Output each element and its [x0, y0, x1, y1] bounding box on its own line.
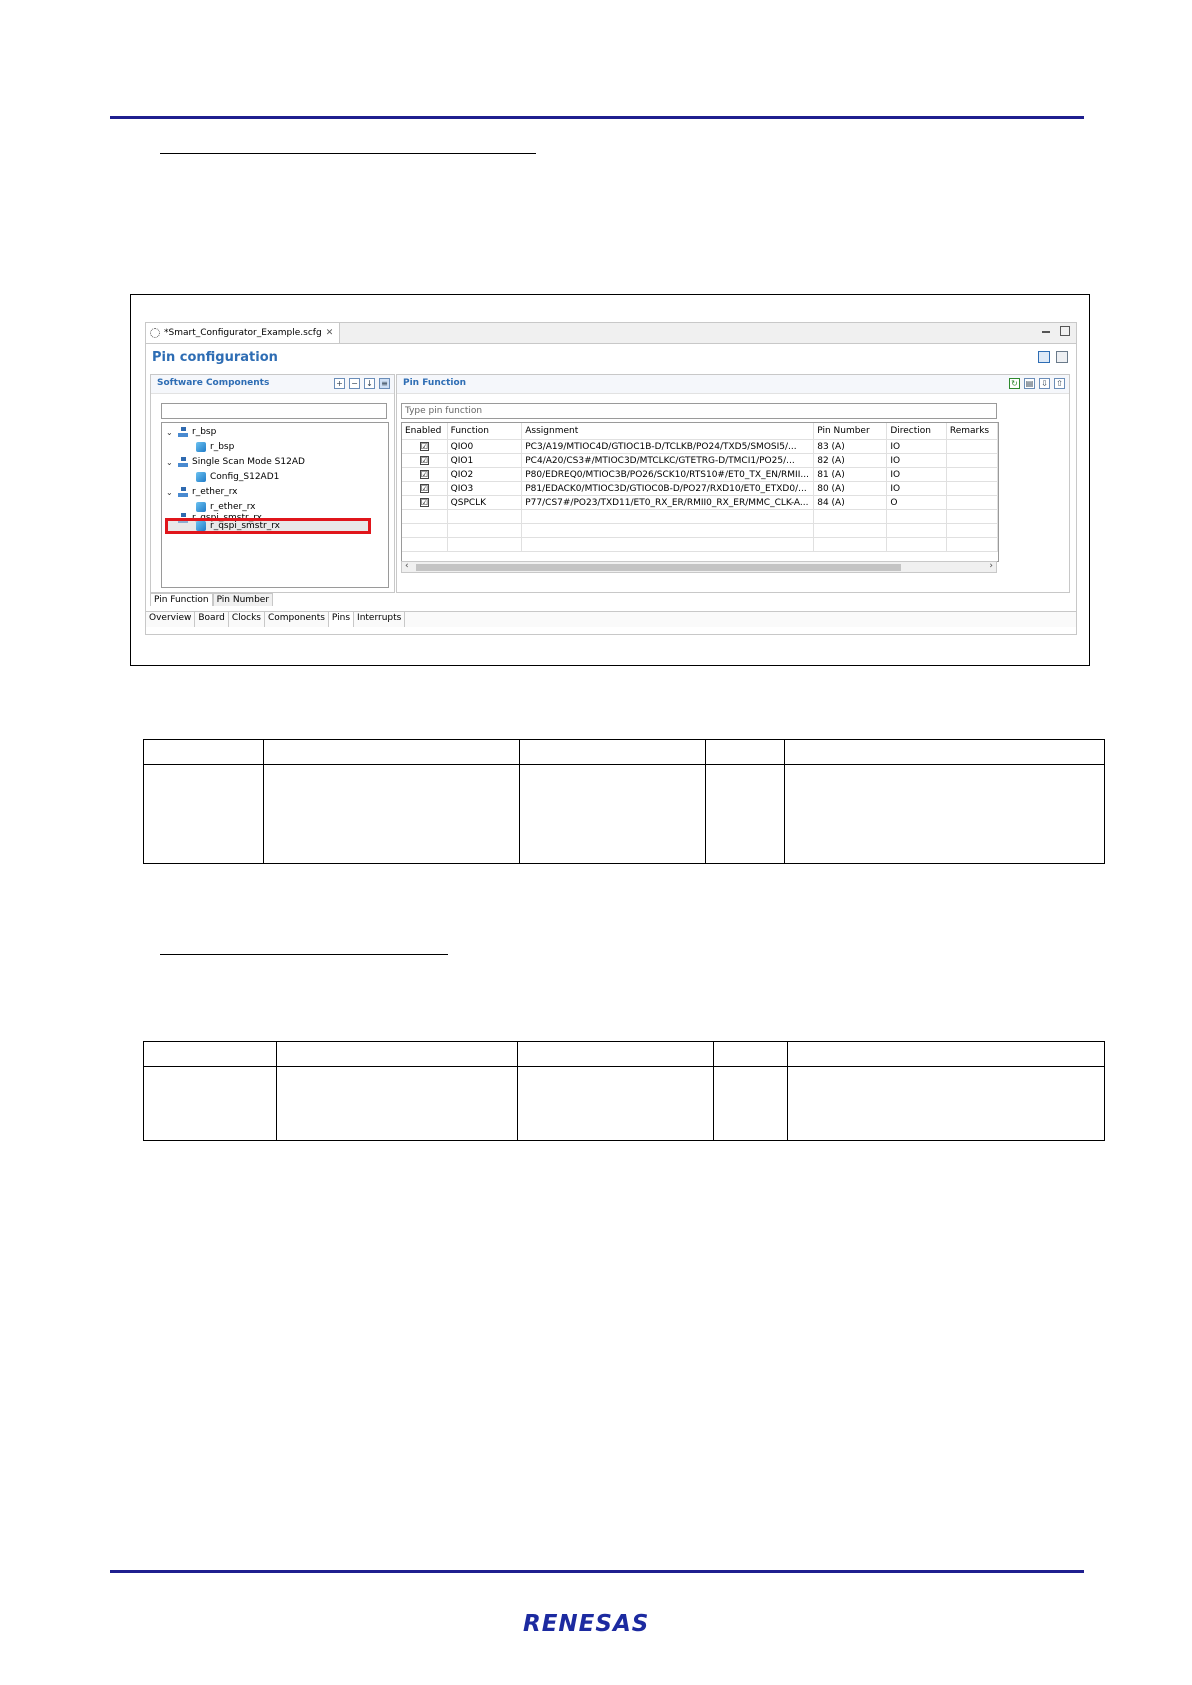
tab-overview[interactable]: Overview	[146, 612, 195, 627]
direction-cell: IO	[887, 454, 947, 468]
tree-child-label: r_bsp	[210, 442, 235, 452]
tree-child-config-s12ad1[interactable]	[196, 470, 279, 484]
column-header[interactable]: Remarks	[946, 423, 997, 440]
window-buttons	[1042, 326, 1070, 336]
remarks-cell	[946, 454, 997, 468]
tree-child-label: r_qspi_smstr_rx	[210, 521, 280, 531]
table-header-row	[402, 423, 998, 440]
config-icon	[196, 472, 206, 482]
assignment-cell[interactable]: PC4/A20/CS3#/MTIOC3D/MTCLKC/GTETRG-D/TMCI1/PO25/...	[522, 454, 814, 468]
table-row[interactable]	[402, 440, 998, 454]
header-rule	[110, 116, 1084, 119]
section-heading-underline-1	[160, 153, 536, 154]
tree-node-label: r_ether_rx	[192, 487, 238, 497]
minimize-button[interactable]	[1042, 331, 1050, 333]
tab-pin-number[interactable]: Pin Number	[213, 593, 273, 606]
function-cell: QIO2	[447, 468, 522, 482]
table-row[interactable]	[402, 454, 998, 468]
pin-number-cell: 80 (A)	[814, 482, 887, 496]
remarks-cell	[946, 496, 997, 510]
column-header[interactable]: Assignment	[522, 423, 814, 440]
direction-cell: IO	[887, 440, 947, 454]
export-icon[interactable]	[1056, 351, 1068, 363]
document-table-1	[143, 739, 1105, 864]
assignment-cell[interactable]: PC3/A19/MTIOC4D/GTIOC1B-D/TCLKB/PO24/TXD5/SMOSI5/...	[522, 440, 814, 454]
enabled-checkbox[interactable]: ☑	[420, 455, 428, 465]
tab-interrupts[interactable]: Interrupts	[354, 612, 405, 627]
refresh-icon[interactable]: ↻	[1009, 378, 1020, 389]
column-header[interactable]: Direction	[887, 423, 947, 440]
page-title: Pin configuration	[152, 350, 278, 365]
remarks-cell	[946, 468, 997, 482]
save-icon[interactable]: ▤	[1025, 379, 1034, 388]
import-icon[interactable]: ⇩	[1039, 378, 1050, 389]
pin-function-pane	[396, 374, 1070, 593]
tab-pin-function[interactable]: Pin Function	[150, 593, 213, 606]
pin-number-cell: 81 (A)	[814, 468, 887, 482]
remarks-cell	[946, 440, 997, 454]
pin-number-cell: 84 (A)	[814, 496, 887, 510]
assignment-cell[interactable]: P81/EDACK0/MTIOC3D/GTIOC0B-D/PO27/RXD10/ET0_ETXD0/...	[522, 482, 814, 496]
maximize-button[interactable]	[1060, 326, 1070, 336]
close-icon[interactable]: ✕	[325, 328, 334, 338]
pin-function-title: Pin Function	[403, 378, 467, 388]
tab-clocks[interactable]: Clocks	[229, 612, 265, 627]
tree-node-s12ad[interactable]	[166, 455, 305, 469]
page-title-toolbar	[1038, 351, 1068, 363]
tree-child-label: Config_S12AD1	[210, 472, 280, 482]
table-row	[402, 510, 998, 524]
pin-function-table	[401, 422, 999, 562]
footer-rule	[110, 1570, 1084, 1573]
export-icon[interactable]: ⇧	[1054, 378, 1065, 389]
section-heading-underline-2	[160, 954, 448, 955]
remarks-cell	[946, 482, 997, 496]
view-tab-bar	[150, 593, 273, 606]
component-tree	[161, 422, 389, 588]
column-header[interactable]: Function	[447, 423, 522, 440]
column-header[interactable]: Enabled	[402, 423, 447, 440]
chevron-down-icon[interactable]: ⌄	[166, 457, 173, 467]
direction-cell: IO	[887, 482, 947, 496]
tree-node-r-bsp[interactable]	[166, 425, 216, 439]
expand-all-icon[interactable]: +	[334, 378, 345, 389]
figure-screenshot	[130, 294, 1090, 666]
chevron-down-icon[interactable]: ⌄	[166, 487, 173, 497]
component-icon	[178, 487, 188, 497]
scrollbar-thumb[interactable]	[416, 564, 901, 571]
smart-configurator-window	[145, 322, 1077, 635]
file-tab[interactable]	[146, 323, 340, 343]
direction-cell: IO	[887, 468, 947, 482]
editor-tab-strip	[146, 323, 1076, 344]
tree-child-label: r_ether_rx	[210, 502, 256, 512]
software-components-title: Software Components	[157, 378, 270, 388]
function-cell: QSPCLK	[447, 496, 522, 510]
pin-function-filter-input[interactable]: Type pin function	[401, 403, 997, 419]
editor-page-tab-bar	[146, 611, 1076, 627]
direction-cell: O	[887, 496, 947, 510]
tree-child-r-qspi-smstr-rx[interactable]	[196, 519, 280, 533]
pin-function-header	[397, 375, 1069, 394]
renesas-logo: RENESAS	[523, 1611, 650, 1637]
table-row[interactable]	[402, 468, 998, 482]
table-row	[402, 538, 998, 552]
software-components-header	[151, 375, 394, 394]
column-header[interactable]: Pin Number	[814, 423, 887, 440]
config-icon	[196, 521, 206, 531]
file-tab-label: *Smart_Configurator_Example.scfg	[164, 328, 322, 338]
scroll-left-icon[interactable]: ‹	[405, 561, 409, 571]
assignment-cell[interactable]: P80/EDREQ0/MTIOC3B/PO26/SCK10/RTS10#/ET0_TX_EN/RMII...	[522, 468, 814, 482]
tab-components[interactable]: Components	[265, 612, 329, 627]
pin-number-cell: 83 (A)	[814, 440, 887, 454]
function-cell: QIO3	[447, 482, 522, 496]
component-filter-input[interactable]	[161, 403, 387, 419]
enabled-checkbox[interactable]: ☑	[420, 497, 428, 507]
enabled-checkbox[interactable]: ☑	[420, 441, 428, 451]
pin-function-toolbar	[1009, 378, 1065, 389]
collapse-all-icon[interactable]: −	[349, 378, 360, 389]
chevron-down-icon[interactable]: ⌄	[166, 427, 173, 437]
enabled-checkbox[interactable]: ☑	[420, 469, 428, 479]
tab-pins[interactable]: Pins	[329, 612, 354, 627]
table-row[interactable]	[402, 482, 998, 496]
tree-node-label: Single Scan Mode S12AD	[192, 457, 305, 467]
component-icon	[178, 457, 188, 467]
horizontal-scrollbar[interactable]	[401, 561, 997, 573]
software-components-toolbar	[334, 378, 390, 389]
generate-report-icon[interactable]	[1038, 351, 1050, 363]
component-icon	[178, 427, 188, 437]
gear-icon	[150, 328, 160, 338]
enabled-checkbox[interactable]: ☑	[420, 483, 428, 493]
assignment-cell[interactable]: P77/CS7#/PO23/TXD11/ET0_RX_ER/RMII0_RX_ER/MMC_CLK-A...	[522, 496, 814, 510]
tree-node-label: r_bsp	[192, 427, 217, 437]
tree-child-r-bsp[interactable]	[196, 440, 234, 454]
function-cell: QIO0	[447, 440, 522, 454]
table-row	[402, 524, 998, 538]
tab-board[interactable]: Board	[195, 612, 228, 627]
scroll-right-icon[interactable]: ›	[989, 561, 993, 571]
sort-az-icon[interactable]: ↓	[364, 378, 375, 389]
tree-node-r-ether-rx[interactable]	[166, 485, 238, 499]
pin-number-cell: 82 (A)	[814, 454, 887, 468]
table-row[interactable]	[402, 496, 998, 510]
document-table-2	[143, 1041, 1105, 1141]
function-cell: QIO1	[447, 454, 522, 468]
config-icon	[196, 442, 206, 452]
software-components-pane	[150, 374, 395, 593]
tree-view-icon[interactable]: ≡	[379, 378, 390, 389]
